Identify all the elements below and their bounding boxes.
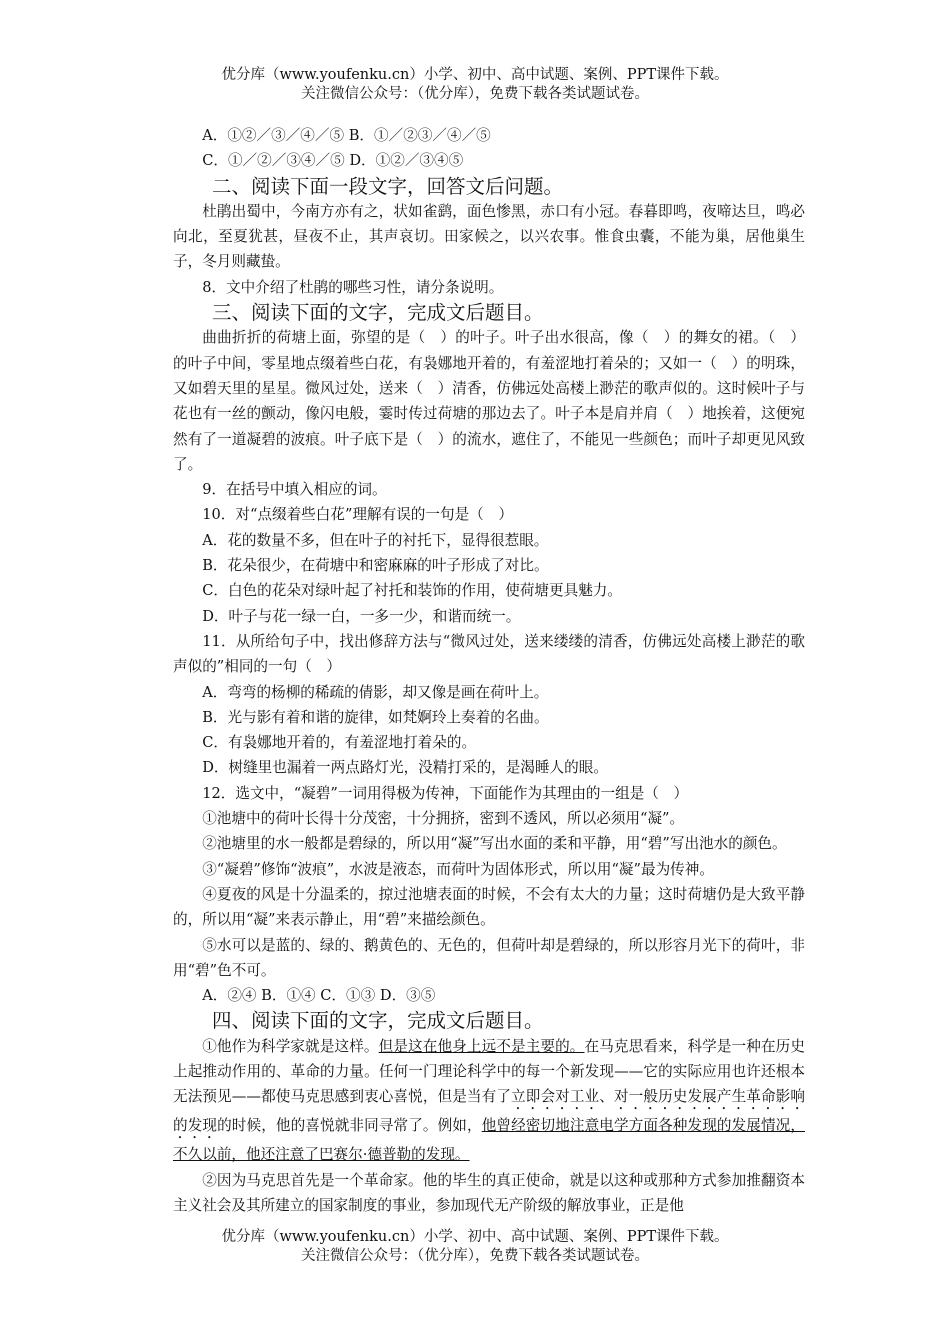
section-3-heading: 三、阅读下面的文字，完成文后题目。 (212, 301, 544, 325)
question-12-item-3: ③“凝碧”修饰“波痕”，水波是液态，而荷叶为固体形式，所以用“凝”最为传神。 (202, 860, 714, 878)
header-line-1: 优分库（www.youfenku.cn）小学、初中、高中试题、案例、PPT课件下载。 (221, 67, 729, 83)
question-10-option-d: D．叶子与花一绿一白，一多一少，和谐而统一。 (202, 607, 521, 625)
question-8: 8．文中介绍了杜鹃的哪些习性，请分条说明。 (202, 278, 504, 296)
question-9: 9．在括号中填入相应的词。 (202, 481, 387, 499)
question-12-item-2: ②池塘里的水一般都是碧绿的，所以用“凝”写出水面的柔和平静，用“碧”写出池水的颜色。 (202, 835, 787, 853)
document-body (173, 123, 805, 1218)
section-2-heading: 二、阅读下面一段文字，回答文后问题。 (212, 174, 564, 198)
question-12-item-4: ④夏夜的风是十分温柔的，掠过池塘表面的时候，不会有太大的力量；这时荷塘仍是大致平静的，所以用“凝”来表示静止，用“碧”来描绘颜色。 (173, 885, 805, 929)
p1-dotted-d: 立即会对工业、对一般历史发展产生革命影响的发现 (173, 1088, 805, 1135)
page-footer (0, 1228, 950, 1266)
question-12-stem: 12．选文中，“凝碧”一词用得极为传神，下面能作为其理由的一组是（ ） (202, 784, 689, 802)
page-header (0, 66, 950, 104)
question-11-option-d: D．树缝里也漏着一两点路灯光，没精打采的，是渴睡人的眼。 (202, 759, 608, 777)
section-3-passage: 曲曲折折的荷塘上面，弥望的是（ ）的叶子。叶子出水很高，像（ ）的舞女的裙。（ ）的叶子中间，零星地点缀着些白花，有袅娜地开着的，有羞涩地打着朵的；又如一（ ）的明珠，又如碧天里的星星。微风过处，送来（ ）清香，仿佛远处高楼上渺茫的歌声似的。这时候叶子与花也有一丝的颤动，像闪电般，霎时传过荷塘的那边去了。叶子本是肩并肩（ ）地挨着，这便宛然有了一道凝碧的波痕。叶子底下是（ ）的流水，遮住了，不能见一些颜色；而叶子却更见风致了。 (173, 329, 805, 473)
question-12-item-1: ①池塘中的荷叶长得十分茂密，十分拥挤，密到不透风，所以必须用“凝”。 (202, 810, 685, 828)
section-4-heading: 四、阅读下面的文字，完成文后题目。 (212, 1009, 544, 1033)
options-top-line-2: C．①／②／③④／⑤ D．①②／③④⑤ (202, 152, 464, 170)
options-top-line-1: A．①②／③／④／⑤ B．①／②③／④／⑤ (202, 127, 491, 144)
question-11-option-a: A．弯弯的杨柳的稀疏的倩影，却又像是画在荷叶上。 (202, 683, 549, 701)
question-10-option-a: A．花的数量不多，但在叶子的衬托下，显得很惹眼。 (202, 531, 549, 549)
p1-underlined-b: 但是这在他身上远不是主要的。 (378, 1037, 585, 1055)
question-10-stem: 10．对“点缀着些白花”理解有误的一句是（ ） (202, 506, 513, 524)
question-12-options: A．②④ B．①④ C．①③ D．③⑤ (202, 987, 436, 1005)
question-12-item-5: ⑤水可以是蓝的、绿的、鹅黄色的、无色的，但荷叶却是碧绿的，所以形容月光下的荷叶，非用“碧”色不可。 (173, 936, 805, 979)
question-10-option-c: C．白色的花朵对绿叶起了衬托和装饰的作用，使荷塘更具魅力。 (202, 582, 622, 600)
section-2-passage: 杜鹃出蜀中，今南方亦有之，状如雀鹞，面色惨黑，赤口有小冠。春暮即鸣，夜啼达旦，鸣必向北，至夏犹甚，昼夜不止，其声哀切。田家候之，以兴农事。惟食虫囊，不能为巢，居他巢生子，冬月则藏蛰。 (173, 202, 805, 271)
header-line-2: 关注微信公众号：（优分库），免费下载各类试题试卷。 (301, 86, 649, 102)
section-4-paragraph-2: ②因为马克思首先是一个革命家。他的毕生的真正使命，就是以这种或那种方式参加推翻资本主义社会及其所建立的国家制度的事业，参加现代无产阶级的解放事业，正是他 (173, 1171, 805, 1214)
question-11-option-c: C．有袅娜地开着的，有羞涩地打着朵的。 (202, 734, 477, 752)
footer-line-1: 优分库（www.youfenku.cn）小学、初中、高中试题、案例、PPT课件下载。 (221, 1229, 729, 1245)
question-10-option-b: B．花朵很少，在荷塘中和密麻麻的叶子形成了对比。 (202, 557, 549, 575)
p1-part-e: 的时候，他的喜悦就非同寻常了。例如， (217, 1117, 482, 1135)
p1-underlined-f: 他曾经密切地注意电学方面各种发现的发展情况，不久以前，他还注意了巴赛尔·德普勒的发现。 (173, 1117, 805, 1164)
footer-line-2: 关注微信公众号：（优分库），免费下载各类试题试卷。 (301, 1248, 649, 1264)
p1-part-a: ①他作为科学家就是这样。 (202, 1037, 379, 1055)
question-11-option-b: B．光与影有着和谐的旋律，如梵婀玲上奏着的名曲。 (202, 708, 549, 726)
p1-part-c: 在马克思看来，科学是一种在历史上起推动作用的、革命的力量。任何一门理论科学中的每一个新发现——它的实际应用也许还根本无法预见——都使马克思感到衷心喜悦，但是当有了 (173, 1037, 805, 1106)
section-4-paragraph-1 (173, 1034, 805, 1168)
question-11-stem: 11．从所给句子中，找出修辞方法与“微风过处，送来缕缕的清香，仿佛远处高楼上渺茫的歌声似的”相同的一句（ ） (173, 632, 805, 676)
